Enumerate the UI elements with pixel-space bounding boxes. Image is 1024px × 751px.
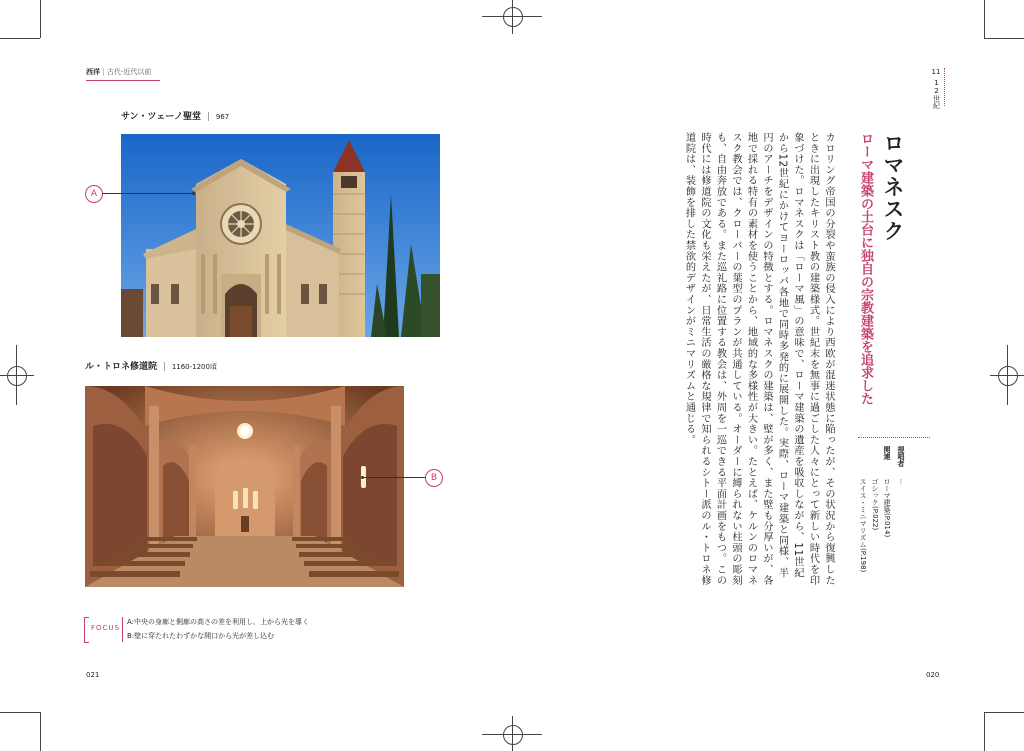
article-body: カロリング帝国の分裂や蛮族の侵入により西欧が混迷状態に陥ったが、その状況から復興したときに出現したキリスト教の建築様式。世紀末を無事に過ごした人々にとって新しい時代を印象づけた。ロマネスクは「ローマ風」の意味で、ローマ建築の遺産を吸収しながら、11世紀から12世紀にかけてヨーロッパ各地で同時多発的に展開した。実際、ローマ建築と同様、半円のアーチをデザインの特徴とする。ロマネスクの建築は、壁が多く、また壁も分厚いが、各地で採れる特有の素材を使うことから、地域的な多様性が大きい。たとえば、ケルンのロマネスク教会では、クローバーの葉型のプランが共通している。オーダーに縛られない柱頭の彫刻も、自由奔放である。また巡礼路に位置する教会は、外周を一巡できる平面計画をもつ。この時代には修道院の文化も栄えたが、日常生活の厳格な規律で知られるシトー派のル・トロネ修道院は、装飾を排した禁欲的デザインがミニマリズムと通じる。 [683, 132, 834, 586]
figure-b-date: 1160-1200頃 [171, 363, 217, 371]
san-zeno-church-photo [121, 134, 440, 337]
header-category: 西洋 [86, 68, 100, 76]
running-header: 西洋 | 古代-近代以前 [86, 68, 152, 76]
sidebar-rule [858, 437, 930, 438]
century-to: 12世紀 [932, 79, 941, 109]
leader-line-a [102, 193, 194, 194]
proponent-value: ー [897, 478, 905, 485]
century-from: 11 [931, 68, 941, 76]
focus-item-b: B:壁に穿たれたわずかな開口から光が差し込む [127, 632, 275, 640]
figure-a-title: サン・ツェーノ聖堂 [121, 112, 202, 122]
marker-a: A [85, 185, 103, 203]
related-item-1[interactable]: ローマ建築(P.014) [883, 478, 891, 538]
leader-dot-a [192, 192, 195, 195]
figure-b-caption: ル・トロネ修道院 | 1160-1200頃 [85, 362, 217, 372]
proponent-label: 提唱者 [897, 446, 905, 467]
figure-a-caption: サン・ツェーノ聖堂 | 967 [121, 112, 230, 122]
marker-b: B [425, 469, 443, 487]
related-item-2[interactable]: ゴシック(P.022) [871, 478, 879, 531]
century-label [930, 68, 942, 109]
figure-b-title: ル・トロネ修道院 [85, 362, 158, 372]
article-title: ロマネスク [881, 132, 905, 242]
related-item-3[interactable]: スイス・ミニマリズム(P.198) [859, 478, 867, 573]
focus-bracket [84, 617, 89, 643]
figure-a-date: 967 [215, 113, 230, 121]
century-rule [944, 68, 945, 106]
header-era: 古代-近代以前 [106, 68, 152, 76]
leader-line-b [363, 477, 426, 478]
le-thoronet-abbey-photo [85, 386, 404, 587]
article-subtitle: ローマ建築の土台に独自の宗教建築を追求した [858, 132, 873, 405]
related-label: 関連 [883, 446, 891, 460]
focus-divider [122, 617, 123, 642]
focus-item-a: A:中央の身廊と側廊の高さの差を利用し、上から光を導く [127, 618, 310, 626]
focus-label: FOCUS [91, 624, 120, 632]
page-number-right: 020 [926, 671, 940, 679]
page-number-left: 021 [86, 671, 100, 679]
header-rule [86, 80, 160, 81]
